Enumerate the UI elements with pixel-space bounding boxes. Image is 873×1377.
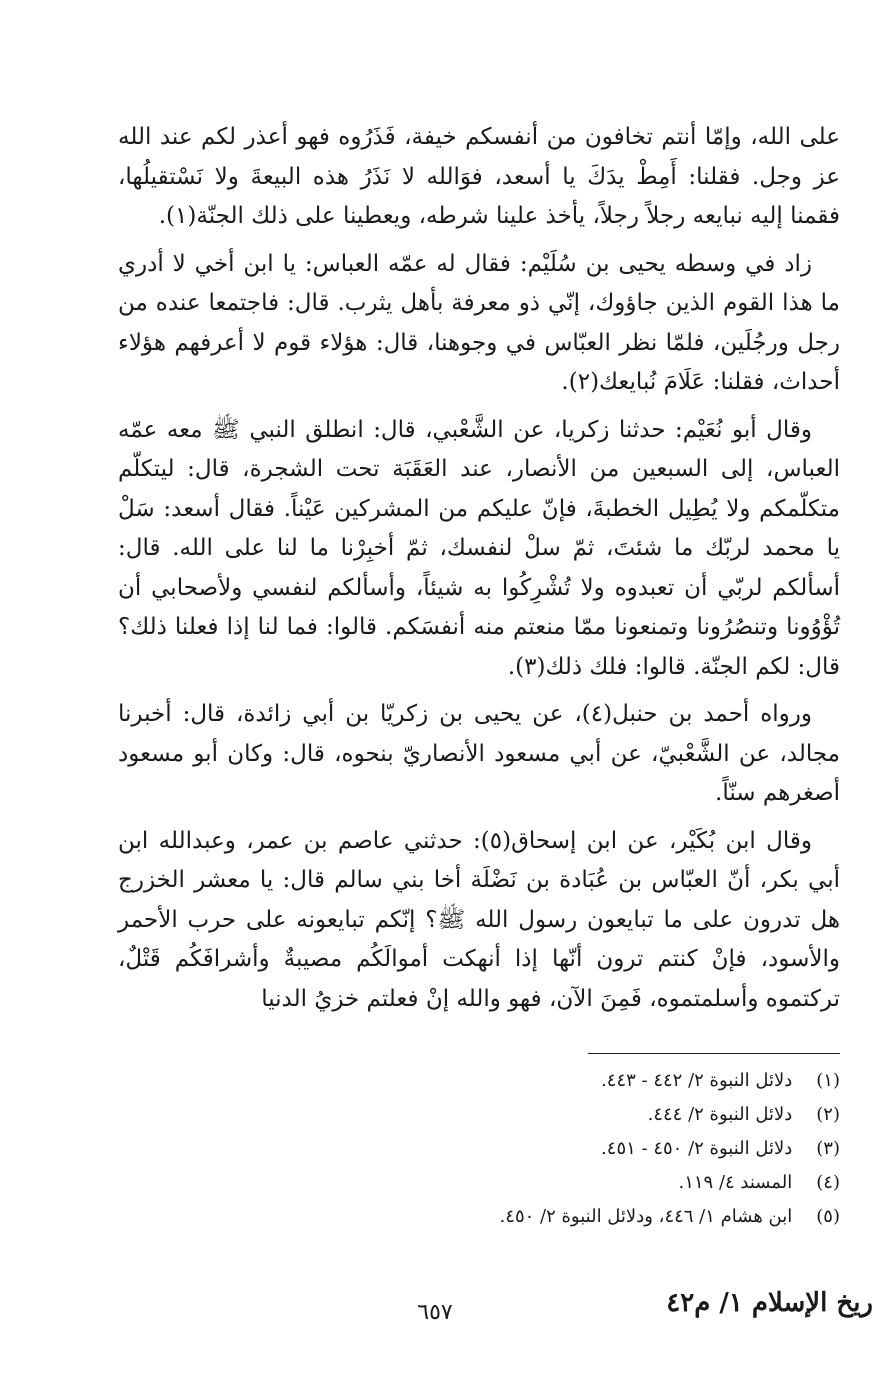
footnote-item xyxy=(300,1132,840,1166)
paragraph-5: وقال ابن بُكَيْر، عن ابن إسحاق(٥): حدثني عاصم بن عمر، وعبدالله ابن أبي بكر، أنّ العبّاس بن عُبَادة بن نَضْلَة أخا بني سالم قال: يا معشر الخزرج هل تدرون على ما تبايعون رسول الله ﷺ؟ إنّكم تبايعونه على حرب الأحمر والأسود، فإنْ كنتم ترون أنّها إذا أنهكت أموالَكُم مصيبةٌ وأشرافَكُم قَتْلٌ، تركتموه وأسلمتموه، فَمِنَ الآن، فهو والله إنْ فعلتم خزيُ الدنيا xyxy=(118,827,840,1012)
paragraph-2: زاد في وسطه يحيى بن سُلَيْم: فقال له عمّه العباس: يا ابن أخي لا أدري ما هذا القوم الذين جاؤوك، إنّي ذو معرفة بأهل يثرب. قال: فاجتمعا عنده من رجل ورجُلَين، فلمّا نظر العبّاس في وجوهنا، قال: هؤلاء قوم لا أعرفهم هؤلاء أحداث، فقلنا: عَلَامَ نُبايعك(٢). xyxy=(118,250,840,395)
paragraph-4: ورواه أحمد بن حنبل(٤)، عن يحيى بن زكريّا بن أبي زائدة، قال: أخبرنا مجالد، عن الشَّعْبيّ، عن أبي مسعود الأنصاريّ بنحوه، قال: وكان أبو مسعود أصغرهم سنّاً. xyxy=(118,701,840,806)
footnote-number: (٥) xyxy=(816,1206,840,1227)
main-text xyxy=(118,118,840,1027)
footnote-item xyxy=(300,1166,840,1200)
footnote-text: دلائل النبوة ٢/ ٤٤٤. xyxy=(647,1104,793,1125)
footnote-item xyxy=(300,1200,840,1234)
footnote-item xyxy=(300,1098,840,1132)
footnote-number: (٣) xyxy=(816,1138,840,1159)
paragraph-3: وقال أبو نُعَيْم: حدثنا زكريا، عن الشَّعْبي، قال: انطلق النبي ﷺ معه عمّه العباس، إلى السبعين من الأنصار، عند العَقَبَة تحت الشجرة، قال: ليتكلّم متكلّمكم ولا يُطِيل الخطبةَ، فإنّ عليكم من المشركين عَيْناً. فقال أسعد: سَلْ يا محمد لربّك ما شئتَ، ثمّ سلْ لنفسك، ثمّ أخبِرْنا ما لنا على الله. قال: أسألكم لربّي أن تعبدوه ولا تُشْرِكُوا به شيئاً، وأسألكم لنفسي ولأصحابي أن تُؤْوُونا وتنصُرُونا وتمنعونا ممّا منعتم منه أنفسَكم. قالوا: فما لنا إذا فعلنا ذلك؟ قال: لكم الجنّة. قالوا: فلك ذلك(٣). xyxy=(118,416,840,680)
footnote-text: دلائل النبوة ٢/ ٤٥٠ - ٤٥١. xyxy=(601,1138,793,1159)
footnote-number: (٤) xyxy=(816,1172,840,1193)
footnote-item xyxy=(300,1064,840,1098)
page-number: ٦٥٧ xyxy=(417,1300,453,1325)
paragraph-1: على الله، وإمّا أنتم تخافون من أنفسكم خيفة، فَذَرُوه فهو أعذر لكم عند الله عز وجل. فقلنا: أَمِطْ يدَكَ يا أسعد، فوَالله لا نَذَرُ هذه البيعةَ ولا نَسْتقيلُها، فقمنا إليه نبايعه رجلاً رجلاً، يأخذ علينا شرطه، ويعطينا على ذلك الجنّة(١). xyxy=(118,124,840,229)
footnote-text: دلائل النبوة ٢/ ٤٤٢ - ٤٤٣. xyxy=(601,1070,793,1091)
footnote-text: المسند ٤/ ١١٩. xyxy=(678,1172,793,1193)
running-footer: ريخ الإسلام ١/ م٤٢ xyxy=(666,1288,873,1318)
footnote-number: (١) xyxy=(816,1070,840,1091)
footnote-number: (٢) xyxy=(816,1104,840,1125)
footnote-separator xyxy=(588,1053,840,1054)
footnote-text: ابن هشام ١/ ٤٤٦، ودلائل النبوة ٢/ ٤٥٠. xyxy=(499,1206,793,1227)
footnotes xyxy=(300,1064,840,1234)
